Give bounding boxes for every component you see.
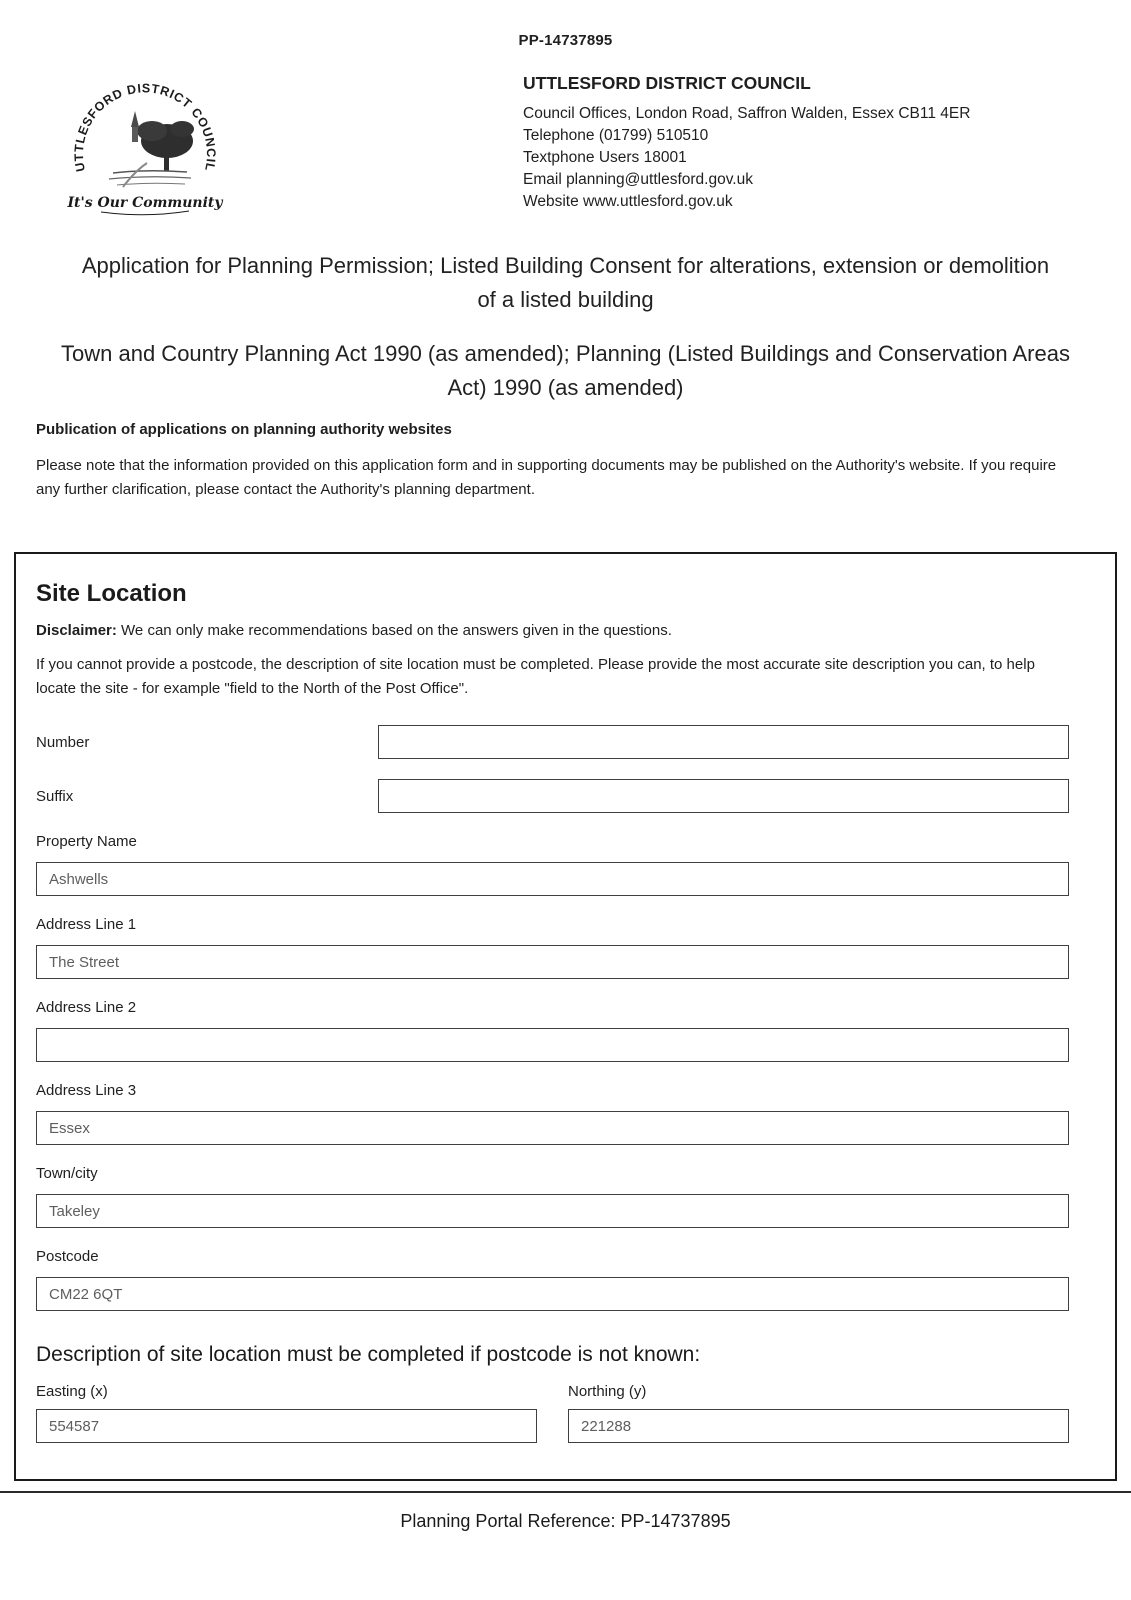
address-line-2-input[interactable] xyxy=(36,1028,1069,1062)
council-textphone: Textphone Users 18001 xyxy=(523,149,687,166)
form-header xyxy=(0,71,1131,221)
site-location-section xyxy=(14,552,1117,1481)
council-website: Website www.uttlesford.gov.uk xyxy=(523,193,733,210)
site-location-heading: Site Location xyxy=(36,580,187,607)
town-city-input[interactable] xyxy=(36,1194,1069,1228)
number-label: Number xyxy=(36,733,90,751)
postcode-input[interactable] xyxy=(36,1277,1069,1311)
easting-input[interactable] xyxy=(36,1409,537,1443)
suffix-label: Suffix xyxy=(36,787,74,805)
council-seal-graphic xyxy=(55,71,235,216)
easting-label: Easting (x) xyxy=(36,1383,108,1400)
town-city-label: Town/city xyxy=(36,1165,98,1182)
address-line-2-label: Address Line 2 xyxy=(36,999,137,1016)
site-location-instructions: If you cannot provide a postcode, the description of site location must be completed. Please provide the most accurate site description you can, to help locate the site - for example "field to the North of the Post Office". xyxy=(36,656,1035,697)
disclaimer-text xyxy=(36,622,1069,639)
site-description-heading: Description of site location must be completed if postcode is not known: xyxy=(36,1343,701,1366)
form-title: Application for Planning Permission; Listed Building Consent for alterations, extension or demolition of a listed building xyxy=(81,253,1050,312)
address-line-1-field xyxy=(36,916,1069,979)
council-telephone: Telephone (01799) 510510 xyxy=(523,127,709,144)
council-logo xyxy=(55,71,235,221)
northing-label: Northing (y) xyxy=(568,1383,647,1400)
northing-field xyxy=(568,1383,1069,1443)
logo-tagline: It's Our Community xyxy=(67,195,223,211)
council-name: UTTLESFORD DISTRICT COUNCIL xyxy=(523,73,811,93)
coordinates-row xyxy=(36,1383,1069,1443)
number-field-row xyxy=(36,725,1069,759)
logo-tree-icon xyxy=(109,111,194,187)
logo-tagline-underline xyxy=(101,211,189,215)
planning-portal-reference: Planning Portal Reference: PP-14737895 xyxy=(400,1511,731,1531)
address-line-3-field xyxy=(36,1082,1069,1145)
address-line-3-input[interactable] xyxy=(36,1111,1069,1145)
form-subtitle: Town and Country Planning Act 1990 (as amended); Planning (Listed Buildings and Conservation Areas Act) 1990 (as amended) xyxy=(61,341,1070,400)
address-line-1-label: Address Line 1 xyxy=(36,916,137,933)
property-name-label: Property Name xyxy=(36,833,137,850)
address-line-2-field xyxy=(36,999,1069,1062)
application-reference: PP-14737895 xyxy=(518,32,613,49)
council-address: Council Offices, London Road, Saffron Walden, Essex CB11 4ER xyxy=(523,105,971,122)
property-name-input[interactable] xyxy=(36,862,1069,896)
number-input[interactable] xyxy=(378,725,1069,759)
council-email: Email planning@uttlesford.gov.uk xyxy=(523,171,753,188)
disclaimer-body: We can only make recommendations based on the answers given in the questions. xyxy=(116,622,672,639)
publication-note: Please note that the information provided on this application form and in supporting documents may be published on the Authority's website. If you require any further clarification, please contact the Authority's planning department. xyxy=(36,457,1057,498)
address-line-1-input[interactable] xyxy=(36,945,1069,979)
disclaimer-label: Disclaimer: xyxy=(36,622,117,639)
publication-heading: Publication of applications on planning authority websites xyxy=(36,421,452,438)
address-line-3-label: Address Line 3 xyxy=(36,1082,137,1099)
postcode-field xyxy=(36,1248,1069,1311)
property-name-field xyxy=(36,833,1069,896)
logo-circular-text: UTTLESFORD DISTRICT COUNCIL xyxy=(71,81,219,173)
council-contact-block xyxy=(523,71,970,221)
suffix-field-row xyxy=(36,779,1069,813)
town-city-field xyxy=(36,1165,1069,1228)
footer-divider xyxy=(0,1491,1131,1493)
suffix-input[interactable] xyxy=(378,779,1069,813)
easting-field xyxy=(36,1383,537,1443)
postcode-label: Postcode xyxy=(36,1248,99,1265)
northing-input[interactable] xyxy=(568,1409,1069,1443)
